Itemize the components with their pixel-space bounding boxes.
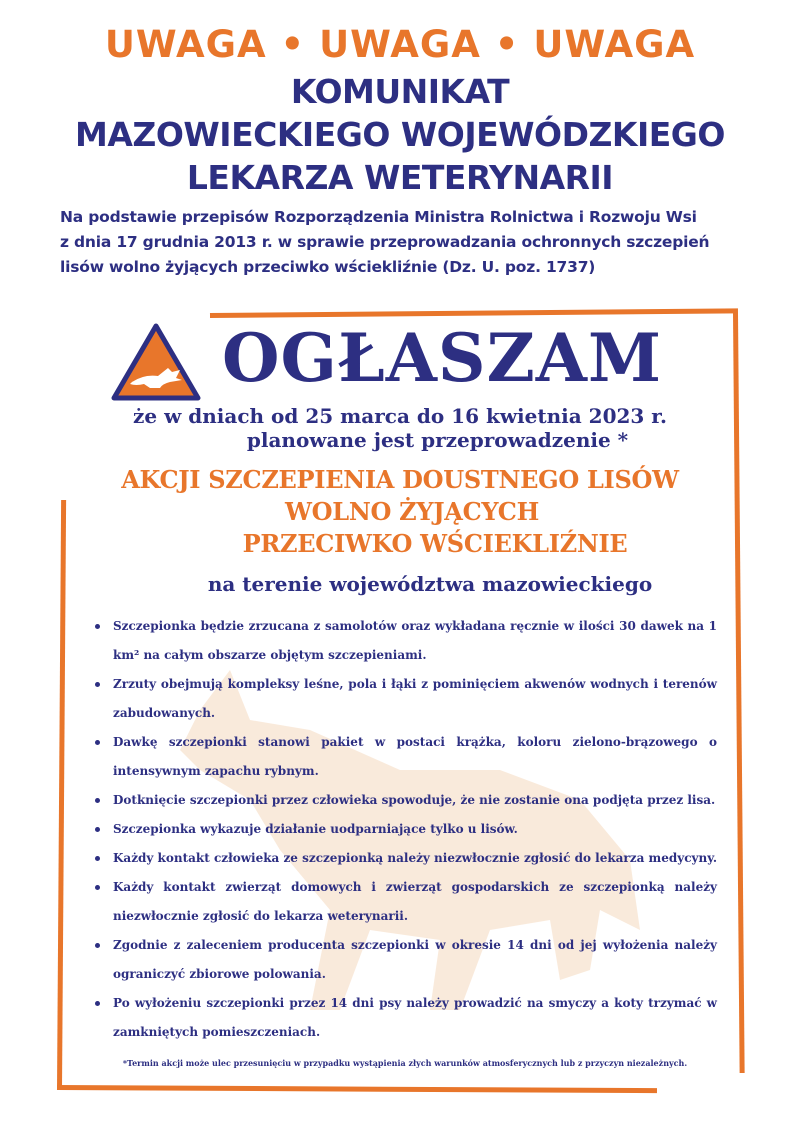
bullet-dot-icon (95, 885, 100, 890)
list-item (95, 786, 717, 815)
action-line-3: PRZECIWKO WŚCIEKLIŹNIE (242, 529, 628, 558)
bullet-dot-icon (95, 624, 100, 629)
bullet-dot-icon (95, 943, 100, 948)
document-title (0, 70, 800, 199)
action-line-1: AKCJI SZCZEPIENIA DOUSTNEGO LISÓW (121, 465, 679, 494)
uwaga-banner: UWAGA • UWAGA • UWAGA (104, 23, 696, 66)
list-item-text: Szczepionka będzie zrzucana z samolotów oraz wykładana ręcznie w ilości 30 dawek na 1 km² na całym obszarze objętym szczepieniami. (113, 619, 717, 662)
title-line-2: MAZOWIECKIEGO WOJEWÓDZKIEGO (75, 115, 725, 154)
date-range (0, 404, 800, 452)
list-item-text: Dawkę szczepionki stanowi pakiet w postaci krążka, koloru zielono-brązowego o intensywnym zapachu rybnym. (113, 735, 717, 778)
list-item-text: Szczepionka wykazuje działanie uodparniające tylko u lisów. (113, 822, 518, 836)
list-item (95, 931, 717, 989)
bullet-dot-icon (95, 740, 100, 745)
list-item-text: Po wyłożeniu szczepionki przez 14 dni psy należy prowadzić na smyczy a koty trzymać w zamkniętych pomieszczeniach. (113, 996, 717, 1039)
announcement-heading: OGŁASZAM (222, 319, 663, 397)
footnote: *Termin akcji może ulec przesunięciu w przypadku wystąpienia złych warunków atmosferycznych lub z przyczyn niezależnych. (122, 1058, 688, 1068)
bullet-dot-icon (95, 827, 100, 832)
action-title (0, 464, 800, 560)
list-item (95, 815, 717, 844)
legal-basis (60, 205, 760, 280)
action-line-2: WOLNO ŻYJĄCYCH (285, 497, 539, 526)
legal-basis-line-3: lisów wolno żyjących przeciwko wściekliźnie (Dz. U. poz. 1737) (60, 258, 596, 276)
list-item (95, 873, 717, 931)
list-item (95, 844, 717, 873)
date-line-1: że w dniach od 25 marca do 16 kwietnia 2023 r. (133, 404, 667, 428)
title-line-3: LEKARZA WETERYNARII (186, 158, 614, 197)
fox-warning-triangle-icon (110, 322, 202, 402)
legal-basis-line-2: z dnia 17 grudnia 2013 r. w sprawie przeprowadzania ochronnych szczepień (60, 233, 710, 251)
list-item (95, 728, 717, 786)
bullet-dot-icon (95, 856, 100, 861)
list-item-text: Każdy kontakt zwierząt domowych i zwierząt gospodarskich ze szczepionką należy niezwłocznie zgłosić do lekarza weterynarii. (113, 880, 717, 923)
list-item-text: Zrzuty obejmują kompleksy leśne, pola i łąki z pominięciem akwenów wodnych i terenów zabudowanych. (113, 677, 717, 720)
bullet-dot-icon (95, 798, 100, 803)
bullet-dot-icon (95, 682, 100, 687)
bullet-dot-icon (95, 1001, 100, 1006)
date-line-2: planowane jest przeprowadzenie * (246, 428, 629, 452)
list-item (95, 612, 717, 670)
frame-bottom-border (57, 1085, 657, 1093)
list-item-text: Zgodnie z zaleceniem producenta szczepionki w okresie 14 dni od jej wyłożenia należy ograniczyć zbiorowe polowania. (113, 938, 717, 981)
legal-basis-line-1: Na podstawie przepisów Rozporządzenia Ministra Rolnictwa i Rozwoju Wsi (60, 208, 697, 226)
list-item (95, 670, 717, 728)
frame-top-border (210, 308, 738, 318)
list-item-text: Dotknięcie szczepionki przez człowieka spowoduje, że nie zostanie ona podjęta przez lisa. (113, 793, 716, 807)
instructions-list (95, 612, 717, 1047)
area-line: na terenie województwa mazowieckiego (207, 572, 653, 596)
list-item (95, 989, 717, 1047)
title-line-1: KOMUNIKAT (290, 72, 510, 111)
list-item-text: Każdy kontakt człowieka ze szczepionką należy niezwłocznie zgłosić do lekarza medycyny. (113, 851, 717, 865)
